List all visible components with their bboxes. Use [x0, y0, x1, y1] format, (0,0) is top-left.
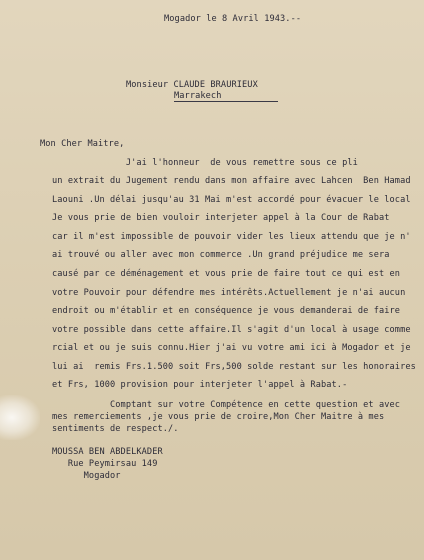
body-line: sentiments de respect./.: [52, 424, 179, 434]
signature-city: Mogador: [52, 471, 121, 481]
body-line: car il m'est impossible de pouvoir vider les lieux attendu que je n': [52, 232, 411, 242]
body-line: Comptant sur votre Compétence en cette question et avec: [52, 400, 401, 410]
body-line: Je vous prie de bien vouloir interjeter appel à la Cour de Rabat: [52, 213, 390, 223]
body-line: J'ai l'honneur de vous remettre sous ce pli: [52, 158, 358, 168]
signature-name: MOUSSA BEN ABDELKADER: [52, 447, 163, 457]
paper-stain: [0, 395, 40, 440]
body-line: mes remerciements ,je vous prie de croire,Mon Cher Maitre à mes: [52, 412, 385, 422]
body-line: votre Pouvoir pour défendre mes intérêts.Actuellement je n'ai aucun: [52, 288, 406, 298]
body-line: endroit ou m'établir et en conséquence je vous demanderai de faire: [52, 306, 401, 316]
body-line: ai trouvé ou aller avec mon commerce .Un grand préjudice me sera: [52, 250, 390, 260]
body-line: et Frs, 1000 provision pour interjeter l'appel à Rabat.-: [52, 380, 348, 390]
body-line: un extrait du Jugement rendu dans mon affaire avec Lahcen Ben Hamad: [52, 176, 411, 186]
letter-date: Mogador le 8 Avril 1943.--: [164, 14, 302, 24]
body-line: Laouni .Un délai jusqu'au 31 Mai m'est accordé pour évacuer le local: [52, 195, 411, 205]
body-line: rcial et ou je suis connu.Hier j'ai vu votre ami ici à Mogador et je: [52, 343, 411, 353]
recipient-city: Marrakech: [174, 91, 222, 101]
body-line: lui ai remis Frs.1.500 soit Frs,500 solde restant sur les honoraires: [52, 362, 416, 372]
body-line: causé par ce déménagement et vous prie de faire tout ce qui est en: [52, 269, 401, 279]
salutation: Mon Cher Maitre,: [40, 139, 125, 149]
signature-street: Rue Peymirsau 149: [52, 459, 158, 469]
recipient-underline: [174, 101, 278, 102]
body-line: votre possible dans cette affaire.Il s'agit d'un local à usage comme: [52, 325, 411, 335]
recipient-name: Monsieur CLAUDE BRAURIEUX: [126, 80, 258, 90]
